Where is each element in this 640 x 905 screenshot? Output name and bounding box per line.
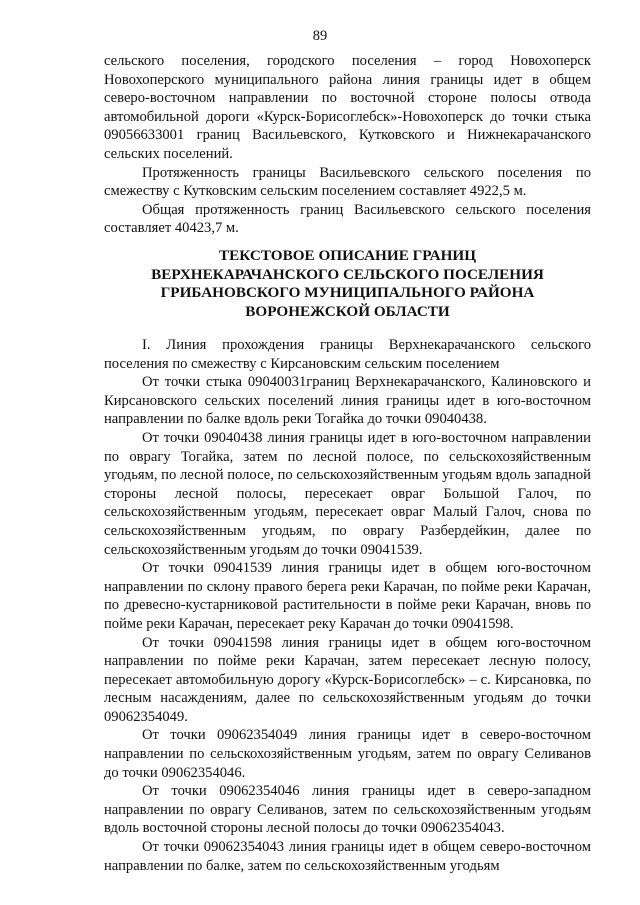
paragraph: Протяженность границы Васильевского сельского поселения по смежеству с Кутковским сельским поселением составляет 4922,5 м. — [104, 164, 591, 200]
paragraph: От точки 09040438 линия границы идет в юго-восточном направлении по оврагу Тогайка, затем по лесной полосе, по сельскохозяйственным угодьям, по лесной полосе, по сельскохозяйственным угодьям вдоль западной стороны лесной полосы, пересекает овраг Большой Галоч, по сельскохозяйственным угодьям, пересекает овраг Малый Галоч, снова по сельскохозяйственным угодьям, по оврагу Разбердейкин, далее по сельскохозяйственным угодьям до точки 09041539. — [104, 429, 591, 558]
paragraph: От точки 09041539 линия границы идет в общем юго-восточном направлении по склону правого берега реки Карачан, по пойме реки Карачан, по древесно-кустарниковой растительности в пойме реки Карачан, вновь по пойме реки Карачан, пересекает реку Карачан до точки 09041598. — [104, 560, 591, 632]
heading-line: ВЕРХНЕКАРАЧАНСКОГО СЕЛЬСКОГО ПОСЕЛЕНИЯ — [151, 265, 544, 283]
section-heading — [104, 247, 591, 321]
paragraph: От точки 09062354049 линия границы идет в северо-восточном направлении по сельскохозяйственным угодьям, затем по оврагу Селиванов до точки 09062354046. — [104, 727, 591, 781]
paragraph: I. Линия прохождения границы Верхнекарачанского сельского поселения по смежеству с Кирсановским сельским поселением — [104, 337, 591, 372]
paragraph: От точки стыка 09040031границ Верхнекарачанского, Калиновского и Кирсановского сельских поселений линия границы идет в юго-восточном направлении по балке вдоль реки Тогайка до точки 09040438. — [104, 374, 591, 428]
paragraph: От точки 09062354043 линия границы идет в общем северо-восточном направлении по балке, затем по сельскохозяйственным угодьям — [104, 839, 591, 874]
page-number: 89 — [312, 28, 328, 44]
paragraph: Общая протяженность границ Васильевского сельского поселения составляет 40423,7 м. — [104, 201, 591, 237]
section-text-block — [104, 336, 591, 875]
paragraph: От точки 09062354046 линия границы идет в северо-западном направлении по оврагу Селиванов, затем по сельскохозяйственным угодьям вдоль восточной стороны лесной полосы до точки 09062354043. — [104, 783, 591, 837]
heading-line: ГРИБАНОВСКОГО МУНИЦИПАЛЬНОГО РАЙОНА — [160, 284, 535, 302]
heading-line: ТЕКСТОВОЕ ОПИСАНИЕ ГРАНИЦ — [218, 247, 477, 264]
paragraph: От точки 09041598 линия границы идет в общем юго-восточном направлении по пойме реки Карачан, затем пересекает лесную полосу, пересекает автомобильную дорогу «Курск-Борисоглебск» – с. Кирсановка, по лесным насаждениям, далее по сельскохозяйственным угодьям до точки 09062354049. — [104, 634, 591, 725]
paragraph: сельского поселения, городского поселения – город Новохоперск Новохоперского муниципального района линия границы идет в общем северо-восточном направлении по восточной стороне полосы отвода автомобильной дороги «Курск-Борисоглебск»-Новохоперск до точки стыка 09056633001 границ Васильевского, Кутковского и Нижнекарачанского сельских поселений. — [104, 53, 591, 162]
top-text-block — [104, 52, 591, 238]
heading-line: ВОРОНЕЖСКОЙ ОБЛАСТИ — [245, 302, 450, 320]
